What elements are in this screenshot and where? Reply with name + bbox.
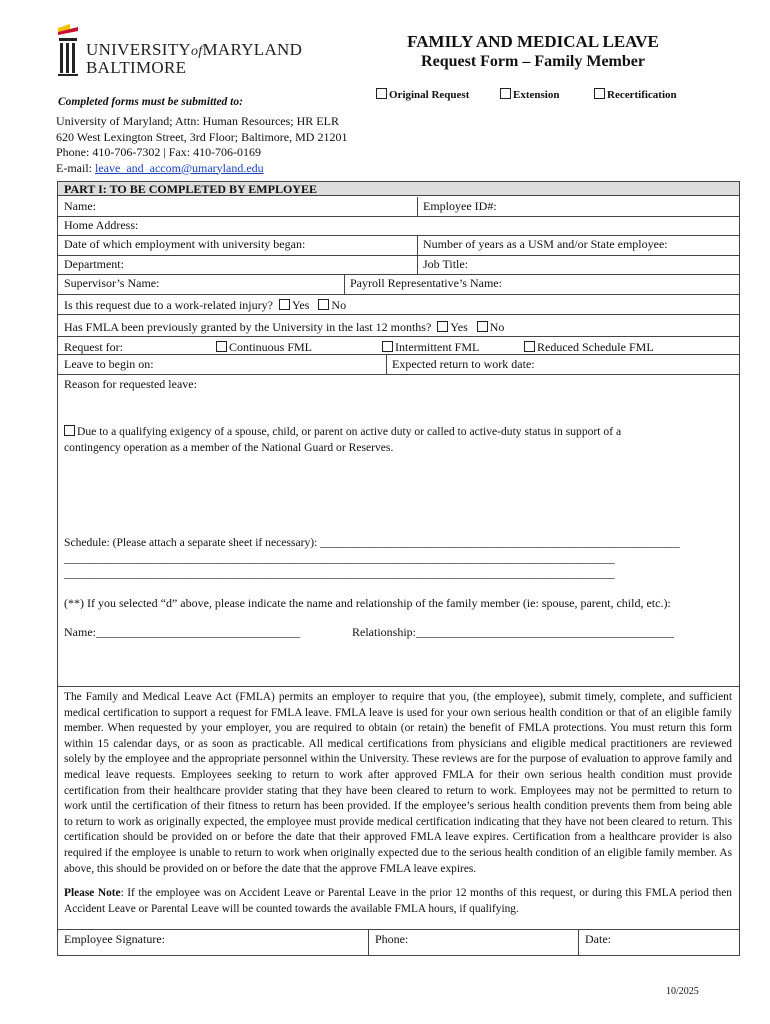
revision-date: 10/2025 (666, 986, 699, 997)
checkbox-injury-no[interactable] (318, 299, 329, 310)
checkbox-reduced[interactable] (524, 341, 535, 352)
checkbox-fmla-prev-no[interactable] (477, 321, 488, 332)
fmla-notice-text: The Family and Medical Leave Act (FMLA) permits an employer to require that you, (the employee), submit timely, complete, and sufficient medical certification to support a request for FMLA leave. FMLA leave is used for your own serious health condition or that of an eligible family member. When requested by your employer, you are required to obtain (or retain) the benefit of FMLA protections. You must return this form within 15 calendar days, or as soon as practicable. All medical certifications from physicians and eligible medical practitioners are reviewed solely by the employee and the appropriate personnel within the University. These reviews are for the purpose of evaluation to approve family and medical leave requests. Employees seeking to return to work after approved FMLA for their own serious health condition must provide certification from their healthcare provider stating that they have been cleared to return to work. Employees may not be permitted to return to work until the certification of their fitness to return has been provided. If the employee’s serious health condition prevents them from being able to return to work as originally expected, the employee must provide medical certification indicating that they have not been cleared to return. This certification should be provided on or before the date that their approved FMLA leave expires. Certification from a healthcare provider is also required if the employee is unable to return to work when originally expected due to the serious health condition of an eligible family member. As above, this should be provided on or before the date that the approve FMLA leave expires. (64, 691, 732, 875)
checkbox-continuous[interactable] (216, 341, 227, 352)
option-intermittent[interactable]: Intermittent FML (382, 340, 479, 355)
option-reduced[interactable]: Reduced Schedule FML (524, 340, 654, 355)
supervisor-field[interactable]: Supervisor’s Name: (64, 276, 160, 290)
leave-begin-field[interactable]: Leave to begin on: (64, 357, 154, 371)
family-member-name-field[interactable]: Name:__________________________________ (64, 625, 300, 639)
expected-return-field[interactable]: Expected return to work date: (392, 357, 535, 371)
schedule-field[interactable]: Schedule: (Please attach a separate sheet if necessary): ______________________________________________________________ _______________________________________________________________________________________________ _______________________________________________________________________________________________ (64, 536, 680, 580)
department-field[interactable]: Department: (64, 257, 124, 271)
payroll-rep-field[interactable]: Payroll Representative’s Name: (350, 276, 502, 290)
logo-wordmark-line2: BALTIMORE (86, 58, 187, 77)
checkbox-fmla-prev-yes[interactable] (437, 321, 448, 332)
phone-field[interactable]: Phone: (375, 932, 409, 946)
reason-label: Reason for requested leave: (64, 377, 197, 391)
checkbox-intermittent[interactable] (382, 341, 393, 352)
umb-logo (56, 22, 303, 82)
address-line-1: University of Maryland; Attn: Human Resources; HR ELR (56, 114, 339, 128)
exigency-option[interactable]: Due to a qualifying exigency of a spouse, child, or parent on active duty or called to active-duty status in support of a contingency operation as a member of the National Guard or Reserves. (64, 425, 622, 454)
fmla-notice (64, 690, 732, 917)
option-recertification[interactable]: Recertification (594, 88, 677, 101)
checkbox-injury-yes[interactable] (279, 299, 290, 310)
selected-d-instruction: (**) If you selected “d” above, please indicate the name and relationship of the family member (ie: spouse, parent, child, etc.): (64, 596, 671, 610)
name-field[interactable]: Name: (64, 199, 96, 213)
job-title-field[interactable]: Job Title: (423, 257, 469, 271)
email-link[interactable]: leave_and_accom@umaryland.edu (95, 160, 264, 175)
employment-began-field[interactable]: Date of which employment with university began: (64, 237, 306, 251)
submission-label: Completed forms must be submitted to: (58, 96, 243, 108)
form-title: FAMILY AND MEDICAL LEAVE (407, 32, 659, 51)
option-extension[interactable]: Extension (500, 88, 559, 101)
logo-wordmark-line1: UNIVERSITYofMARYLAND (86, 40, 303, 59)
relationship-field[interactable]: Relationship:___________________________________________ (352, 625, 674, 639)
phone-fax-line: Phone: 410-706-7302 | Fax: 410-706-0169 (56, 145, 262, 159)
form-subtitle: Request Form – Family Member (421, 53, 645, 70)
university-seal-icon (56, 22, 80, 78)
address-line-2: 620 West Lexington Street, 3rd Floor; Baltimore, MD 21201 (56, 129, 348, 144)
submission-address (56, 114, 347, 176)
home-address-field[interactable]: Home Address: (64, 218, 139, 232)
years-usm-field[interactable]: Number of years as a USM and/or State employee: (423, 237, 668, 251)
option-continuous[interactable]: Continuous FML (216, 340, 312, 355)
fmla-previous-question: Has FMLA been previously granted by the University in the last 12 months? Yes No (64, 320, 505, 334)
please-note: Please Note: If the employee was on Accident Leave or Parental Leave in the prior 12 months of this request, or during this FMLA period then Accident Leave or Parental Leave will be counted towards the available FMLA hours, if qualifying. (64, 887, 732, 915)
checkbox-recertification[interactable] (594, 88, 605, 99)
request-for-label: Request for: (64, 340, 123, 354)
checkbox-original-request[interactable] (376, 88, 387, 99)
part1-header: PART I: TO BE COMPLETED BY EMPLOYEE (58, 182, 739, 196)
employee-form (57, 181, 740, 956)
checkbox-extension[interactable] (500, 88, 511, 99)
email-line: E-mail: leave_and_accom@umaryland.edu (56, 160, 264, 175)
checkbox-exigency[interactable] (64, 425, 75, 436)
date-field[interactable]: Date: (585, 932, 611, 946)
employee-signature-field[interactable]: Employee Signature: (64, 932, 165, 946)
option-original-request[interactable]: Original Request (376, 88, 469, 101)
employee-id-field[interactable]: Employee ID#: (423, 199, 497, 213)
work-injury-question: Is this request due to a work-related injury? Yes No (64, 298, 347, 312)
